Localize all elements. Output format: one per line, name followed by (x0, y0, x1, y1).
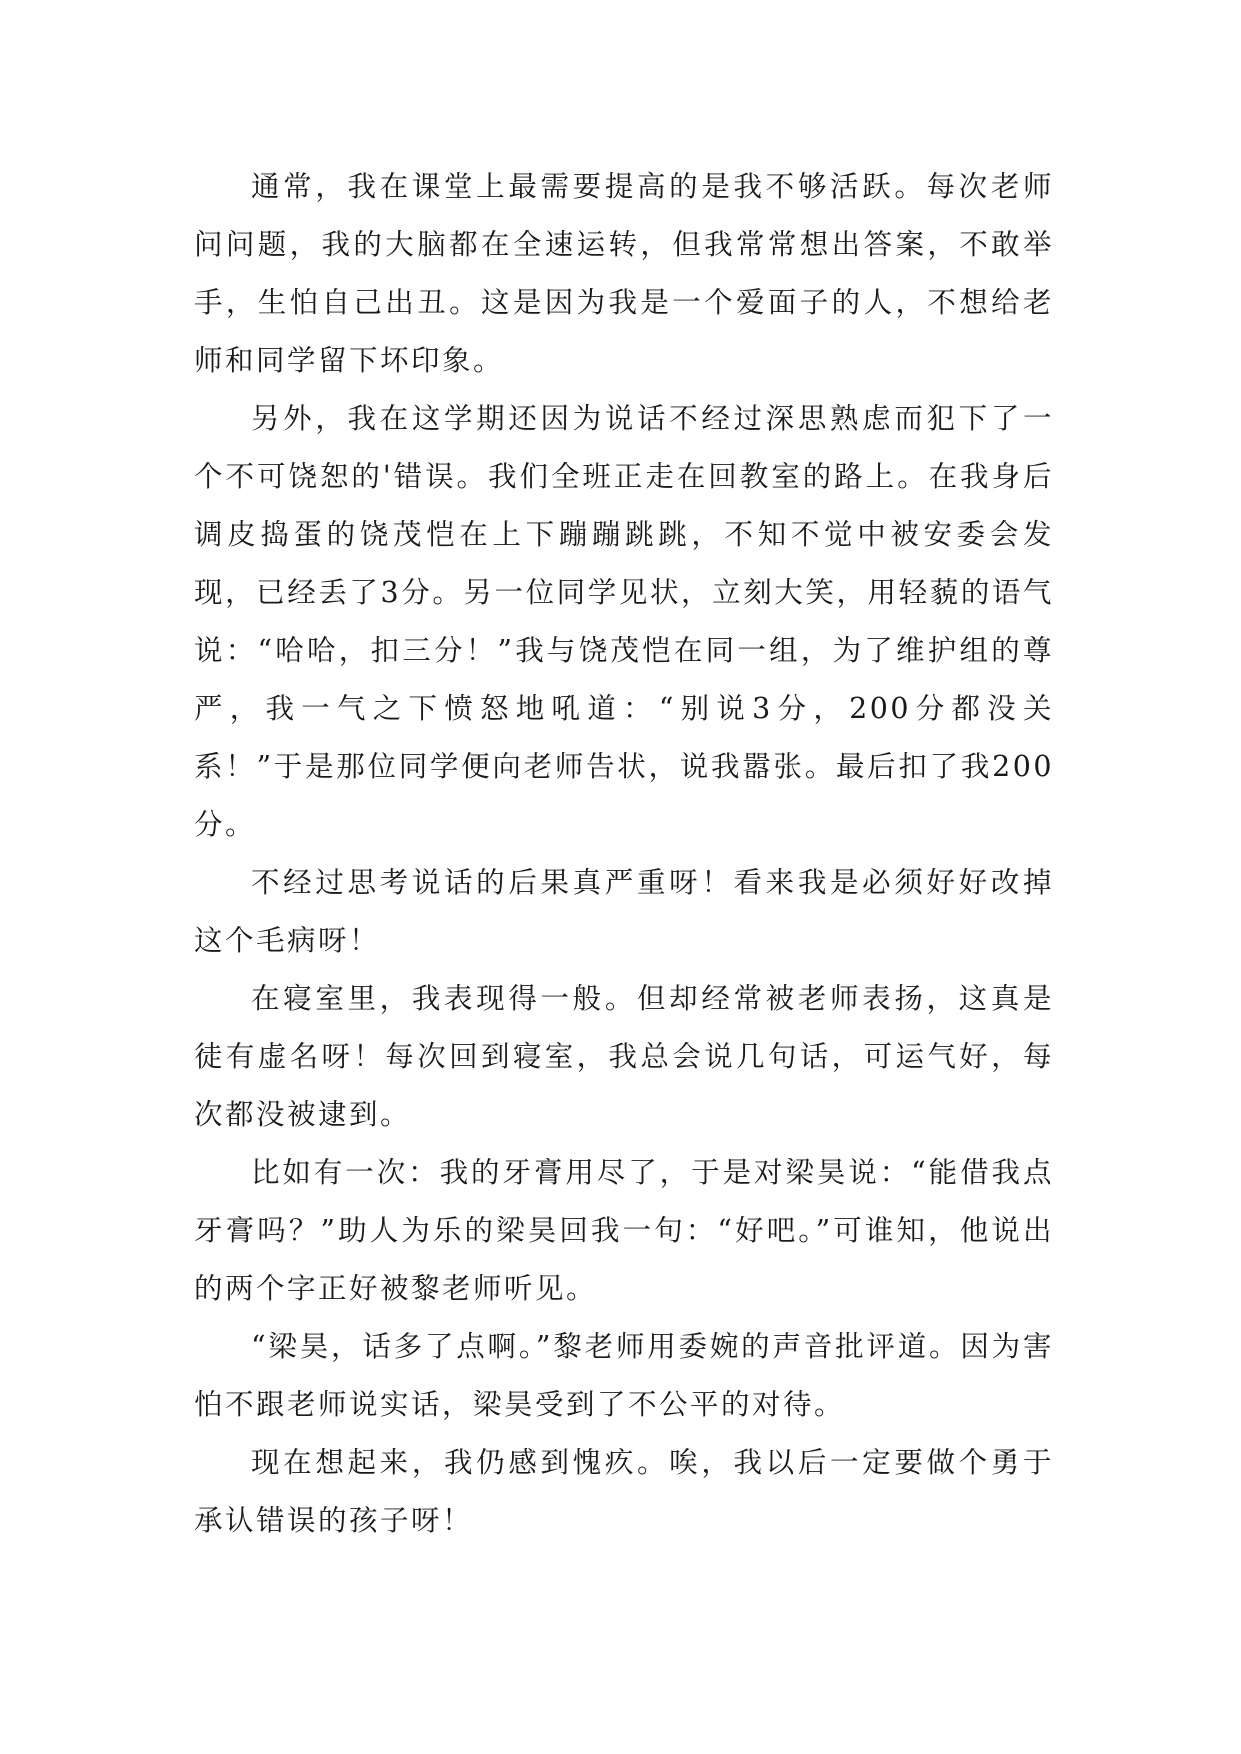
paragraph-4: 在寝室里，我表现得一般。但却经常被老师表扬，这真是徒有虚名呀！每次回到寝室，我总会说几句话，可运气好，每次都没被逮到。 (194, 982, 1054, 1131)
paragraph-5: 比如有一次：我的牙膏用尽了，于是对梁昊说：“能借我点牙膏吗？”助人为乐的梁昊回我一句：“好吧。”可谁知，他说出的两个字正好被黎老师听见。 (194, 1156, 1054, 1305)
paragraph-6: “梁昊，话多了点啊。”黎老师用委婉的声音批评道。因为害怕不跟老师说实话，梁昊受到了不公平的对待。 (194, 1330, 1054, 1421)
paragraph-1: 通常，我在课堂上最需要提高的是我不够活跃。每次老师问问题，我的大脑都在全速运转，但我常常想出答案，不敢举手，生怕自己出丑。这是因为我是一个爱面子的人，不想给老师和同学留下坏印象。 (194, 170, 1054, 377)
paragraph-2: 另外，我在这学期还因为说话不经过深思熟虑而犯下了一个不可饶恕的'错误。我们全班正走在回教室的路上。在我身后调皮捣蛋的饶茂恺在上下蹦蹦跳跳，不知不觉中被安委会发现，已经丢了3分。另一位同学见状，立刻大笑，用轻藐的语气说：“哈哈，扣三分！”我与饶茂恺在同一组，为了维护组的尊严，我一气之下愤怒地吼道：“别说3分，200分都没关系！”于是那位同学便向老师告状，说我嚣张。最后扣了我200分。 (194, 402, 1054, 841)
paragraph-3: 不经过思考说话的后果真严重呀！看来我是必须好好改掉这个毛病呀！ (194, 866, 1054, 957)
paragraph-7: 现在想起来，我仍感到愧疚。唉，我以后一定要做个勇于承认错误的孩子呀！ (194, 1446, 1054, 1537)
document-body (194, 158, 1054, 1550)
